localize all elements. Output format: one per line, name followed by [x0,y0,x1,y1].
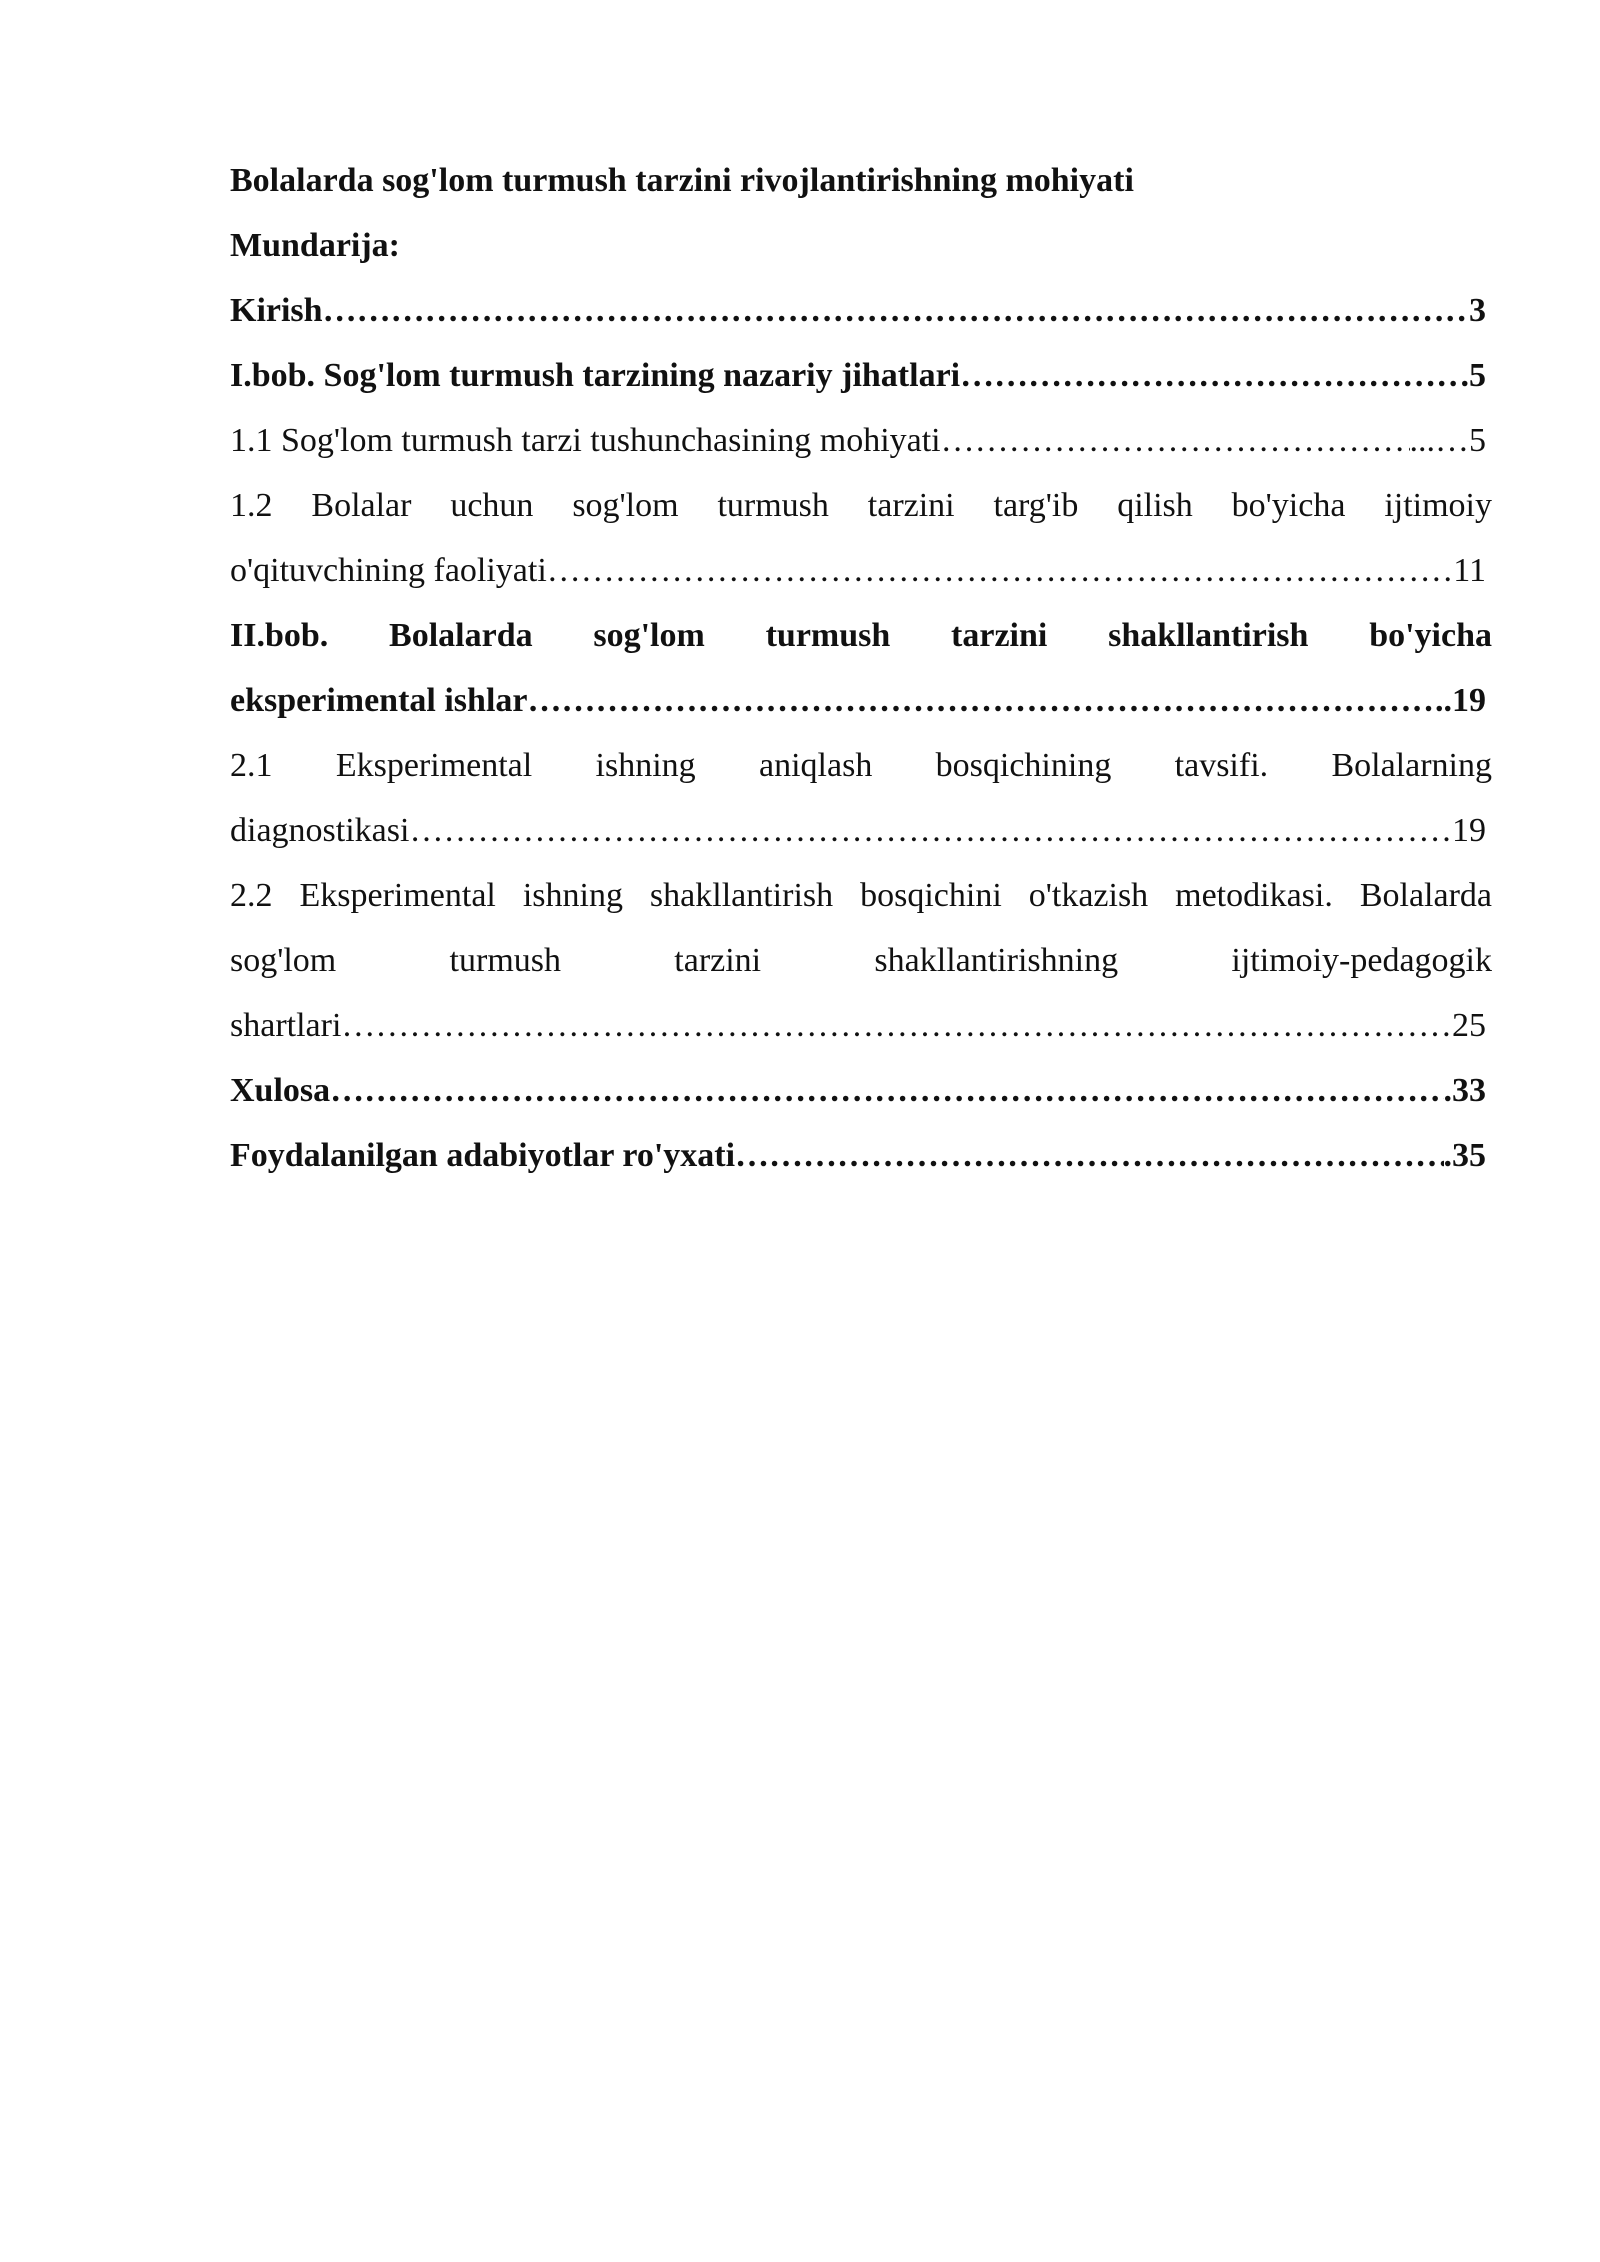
toc-page-number: 19 [1452,682,1486,719]
toc-page-number: 33 [1452,1072,1486,1109]
toc-leader-dots [547,538,1453,603]
toc-page-number: 35 [1452,1137,1486,1174]
toc-entry-text: Kirish [230,292,323,329]
toc-entry-2-2[interactable] [230,863,1492,1058]
toc-leader-dots [341,993,1452,1058]
toc-entry-line: II.bob. Bolalarda sog'lom turmush tarzini shakllantirish bo'yicha [230,617,1492,654]
toc-entry-line: sog'lom turmush tarzini shakllantirishning ijtimoiy-pedagogik [230,942,1492,979]
toc-leader-dots [735,1123,1443,1188]
toc-leader-dots [409,798,1452,863]
document-title: Bolalarda sog'lom turmush tarzini rivojlantirishning mohiyati [230,162,1134,199]
toc-page-number: 5 [1469,357,1486,394]
toc-entry-text: diagnostikasi [230,812,410,849]
toc-leader-suffix: .. [1435,682,1452,719]
toc-entry-1-2[interactable] [230,473,1492,603]
toc-leader-suffix: . [1460,357,1469,394]
toc-entry-chapter-2[interactable] [230,603,1492,733]
toc-entry-line: 2.2 Eksperimental ishning shakllantirish bosqichini o'tkazish metodikasi. Bolalarda [230,877,1492,914]
toc-entry-text: shartlari [230,1007,342,1044]
toc-leader-dots [330,1058,1443,1123]
toc-leader-suffix: . [1443,1137,1452,1174]
toc-entry-line: 1.2 Bolalar uchun sog'lom turmush tarzini targ'ib qilish bo'yicha ijtimoiy [230,487,1492,524]
toc-entry-2-1[interactable] [230,733,1492,863]
toc-entry-text: Xulosa [230,1072,331,1109]
toc-leader-suffix: ...… [1409,422,1469,459]
toc-entry-text: I.bob. Sog'lom turmush tarzining nazariy jihatlari [230,357,961,394]
toc-entry-text: Foydalanilgan adabiyotlar ro'yxati [230,1137,736,1174]
toc-entry-kirish[interactable] [230,278,1492,343]
toc-leader-suffix: . [1443,1072,1452,1109]
toc-entry-references[interactable] [230,1123,1492,1188]
toc-entry-1-1[interactable] [230,408,1492,473]
toc-leader-dots [527,668,1435,733]
toc-page-number: 5 [1469,422,1486,459]
toc-entry-line: 2.1 Eksperimental ishning aniqlash bosqichining tavsifi. Bolalarning [230,747,1492,784]
toc-entry-text: 1.1 Sog'lom turmush tarzi tushunchasining mohiyati [230,422,941,459]
toc-page-number: 3 [1469,292,1486,329]
toc-heading: Mundarija: [230,227,400,264]
toc-leader-dots [941,408,1410,473]
toc-entry-text: o'qituvchining faoliyati [230,552,547,589]
document-page [230,148,1492,1188]
toc-leader-dots [960,343,1460,408]
toc-entry-xulosa[interactable] [230,1058,1492,1123]
toc-entry-chapter-1[interactable] [230,343,1492,408]
toc-leader-dots [323,278,1469,343]
toc-page-number: 25 [1452,1007,1486,1044]
toc-entry-text: eksperimental ishlar [230,682,528,719]
toc-page-number: 11 [1453,552,1486,589]
toc-page-number: 19 [1452,812,1486,849]
